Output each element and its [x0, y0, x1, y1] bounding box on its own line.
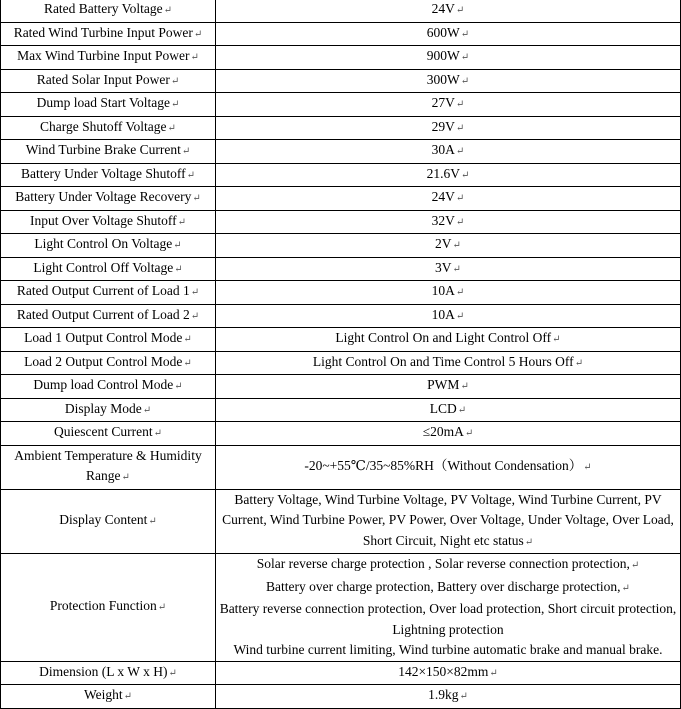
row-label: Rated Output Current of Load 1: [16, 283, 190, 298]
paragraph-mark-icon: ↵: [177, 216, 186, 228]
row-label: Wind Turbine Brake Current: [25, 142, 181, 157]
row-label-cell: [1, 257, 216, 281]
row-label-cell: [1, 445, 216, 489]
row-value-cell: [216, 46, 681, 70]
paragraph-mark-icon: ↵: [168, 667, 177, 679]
row-value: 24V: [431, 189, 455, 204]
row-label: Load 1 Output Control Mode: [24, 330, 183, 345]
paragraph-mark-icon: ↵: [452, 263, 461, 275]
paragraph-mark-icon: ↵: [460, 75, 470, 87]
row-value-cell: [216, 422, 681, 446]
paragraph-mark-icon: ↵: [489, 667, 498, 679]
row-label: Quiescent Current: [54, 424, 153, 439]
table-row: [1, 210, 681, 234]
table-row: [1, 685, 681, 709]
row-value-cell: [216, 328, 681, 352]
row-value: Battery Voltage, Wind Turbine Voltage, PV Voltage, Wind Turbine Current, PV Current, Wind Turbine Power, PV Power, Over Voltage, Under Voltage, Over Load, Short Circuit, Night etc status: [222, 491, 674, 548]
row-label-cell: [1, 685, 216, 709]
row-label-cell: [1, 187, 216, 211]
row-label: Load 2 Output Control Mode: [24, 353, 183, 369]
row-label: Display Mode: [64, 400, 142, 416]
table-row: [1, 351, 681, 375]
paragraph-mark-icon: ↵: [170, 99, 180, 110]
row-value-cell: [216, 685, 681, 709]
row-label-cell: [1, 281, 216, 305]
row-label: Dimension (L x W x H): [39, 663, 168, 679]
row-label-cell: [1, 0, 216, 22]
paragraph-mark-icon: ↵: [574, 357, 584, 369]
table-row: [1, 304, 681, 328]
paragraph-mark-icon: ↵: [583, 461, 592, 473]
row-value: 1.9kg: [428, 687, 459, 702]
row-value-cell: [216, 257, 681, 281]
paragraph-mark-icon: ↵: [173, 240, 182, 251]
paragraph-mark-icon: ↵: [183, 334, 192, 345]
paragraph-mark-icon: ↵: [459, 691, 468, 702]
row-label-cell: [1, 375, 216, 399]
row-value: Battery over charge protection, Battery over discharge protection,: [266, 578, 621, 594]
paragraph-mark-icon: ↵: [163, 5, 173, 16]
paragraph-mark-icon: ↵: [552, 334, 561, 345]
row-label-cell: [1, 210, 216, 234]
row-label: Rated Wind Turbine Input Power: [13, 24, 193, 40]
paragraph-mark-icon: ↵: [170, 75, 180, 87]
row-value: Light Control On and Time Control 5 Hours Off: [312, 353, 574, 369]
paragraph-mark-icon: ↵: [455, 99, 465, 110]
paragraph-mark-icon: ↵: [123, 691, 133, 702]
row-label: Battery Under Voltage Shutoff: [21, 165, 186, 181]
spec-table-body: [1, 0, 681, 708]
paragraph-mark-icon: ↵: [455, 193, 465, 204]
row-label: Light Control On Voltage: [34, 236, 173, 251]
row-value-cell: [216, 0, 681, 22]
row-value-cell: [216, 281, 681, 305]
row-value-cell: [216, 398, 681, 422]
table-row: [1, 69, 681, 93]
row-label: Rated Solar Input Power: [36, 71, 170, 87]
row-value-cell: [216, 22, 681, 46]
paragraph-mark-icon: ↵: [455, 122, 465, 134]
row-value-cell: [216, 375, 681, 399]
row-label-cell: [1, 398, 216, 422]
table-row: [1, 375, 681, 399]
paragraph-mark-icon: ↵: [148, 516, 157, 527]
value-line: [219, 554, 677, 577]
row-label-cell: [1, 304, 216, 328]
value-line: [219, 640, 677, 661]
paragraph-mark-icon: ↵: [153, 428, 162, 439]
table-row: [1, 281, 681, 305]
paragraph-mark-icon: ↵: [190, 310, 200, 322]
row-value: 29V: [431, 118, 455, 134]
paragraph-mark-icon: ↵: [460, 52, 470, 63]
row-value-cell: [216, 140, 681, 164]
paragraph-mark-icon: ↵: [174, 263, 183, 275]
row-value: 10A: [431, 283, 455, 298]
row-value: 10A: [431, 306, 455, 322]
paragraph-mark-icon: ↵: [457, 404, 467, 416]
value-line: [219, 577, 677, 600]
row-label: Protection Function: [49, 598, 157, 613]
row-label: Weight: [83, 687, 123, 702]
paragraph-mark-icon: ↵: [121, 472, 130, 483]
table-row: [1, 22, 681, 46]
row-value: 900W: [426, 48, 460, 63]
table-row: [1, 328, 681, 352]
row-value: 600W: [426, 24, 460, 40]
table-row: [1, 0, 681, 22]
paragraph-mark-icon: ↵: [181, 146, 191, 157]
row-label: Battery Under Voltage Recovery: [15, 189, 192, 204]
row-value: Wind turbine current limiting, Wind turbine automatic brake and manual brake.: [233, 642, 663, 657]
row-label-cell: [1, 46, 216, 70]
row-value-cell: [216, 304, 681, 328]
table-row: [1, 116, 681, 140]
paragraph-mark-icon: ↵: [464, 428, 474, 439]
paragraph-mark-icon: ↵: [455, 146, 465, 157]
row-value-cell: [216, 351, 681, 375]
row-value-cell: [216, 69, 681, 93]
paragraph-mark-icon: ↵: [455, 216, 465, 228]
row-value-cell: [216, 234, 681, 258]
row-value-cell: [216, 554, 681, 662]
table-row: [1, 554, 681, 662]
row-label-cell: [1, 140, 216, 164]
row-value-cell: [216, 93, 681, 117]
row-value: 32V: [431, 212, 455, 228]
row-value: LCD: [429, 400, 457, 416]
row-value-cell: [216, 163, 681, 187]
paragraph-mark-icon: ↵: [190, 52, 199, 63]
table-row: [1, 398, 681, 422]
row-value-cell: [216, 661, 681, 685]
row-label: Charge Shutoff Voltage: [40, 118, 167, 134]
row-label: Dump load Start Voltage: [36, 95, 170, 110]
row-value-cell: [216, 116, 681, 140]
row-value: 27V: [431, 95, 455, 110]
paragraph-mark-icon: ↵: [524, 536, 534, 548]
paragraph-mark-icon: ↵: [190, 287, 200, 298]
paragraph-mark-icon: ↵: [621, 582, 630, 594]
row-value: PWM: [427, 377, 460, 392]
paragraph-mark-icon: ↵: [455, 5, 465, 16]
paragraph-mark-icon: ↵: [460, 28, 470, 40]
paragraph-mark-icon: ↵: [167, 122, 176, 134]
row-value: 142×150×82mm: [398, 663, 489, 679]
row-value: Battery reverse connection protection, Over load protection, Short circuit protection, Lightning protection: [219, 601, 677, 637]
paragraph-mark-icon: ↵: [193, 28, 203, 40]
row-label-cell: [1, 22, 216, 46]
table-row: [1, 187, 681, 211]
row-value-cell: [216, 445, 681, 489]
row-label-cell: [1, 69, 216, 93]
row-label: Dump load Control Mode: [33, 377, 174, 392]
row-label-cell: [1, 93, 216, 117]
table-row: [1, 445, 681, 489]
value-line: [219, 599, 677, 640]
row-value-cell: [216, 210, 681, 234]
table-row: [1, 422, 681, 446]
paragraph-mark-icon: ↵: [455, 287, 465, 298]
table-row: [1, 661, 681, 685]
row-value-cell: [216, 187, 681, 211]
table-row: [1, 234, 681, 258]
table-row: [1, 489, 681, 554]
paragraph-mark-icon: ↵: [630, 560, 640, 571]
paragraph-mark-icon: ↵: [183, 357, 192, 369]
row-label-cell: [1, 328, 216, 352]
row-label-cell: [1, 163, 216, 187]
row-value: -20~+55℃/35~85%RH（Without Condensation）: [304, 457, 583, 473]
row-value: 21.6V: [426, 165, 460, 181]
paragraph-mark-icon: ↵: [455, 310, 465, 322]
row-label-cell: [1, 489, 216, 554]
row-label: Light Control Off Voltage: [33, 259, 174, 275]
paragraph-mark-icon: ↵: [460, 169, 470, 181]
row-value: ≤20mA: [422, 424, 464, 439]
paragraph-mark-icon: ↵: [142, 404, 152, 416]
paragraph-mark-icon: ↵: [174, 381, 183, 392]
row-label-cell: [1, 554, 216, 662]
paragraph-mark-icon: ↵: [192, 193, 201, 204]
row-value-cell: [216, 489, 681, 554]
table-row: [1, 46, 681, 70]
row-label-cell: [1, 351, 216, 375]
row-label-cell: [1, 422, 216, 446]
paragraph-mark-icon: ↵: [452, 240, 461, 251]
paragraph-mark-icon: ↵: [157, 602, 167, 613]
row-label-cell: [1, 116, 216, 140]
row-value: Light Control On and Light Control Off: [335, 330, 552, 345]
row-label: Rated Battery Voltage: [43, 1, 163, 16]
row-label: Max Wind Turbine Input Power: [17, 48, 190, 63]
table-row: [1, 93, 681, 117]
table-row: [1, 257, 681, 281]
row-value: 2V: [435, 236, 452, 251]
row-value: 3V: [435, 259, 452, 275]
table-row: [1, 163, 681, 187]
row-label: Rated Output Current of Load 2: [16, 306, 190, 322]
table-row: [1, 140, 681, 164]
row-label-cell: [1, 661, 216, 685]
paragraph-mark-icon: ↵: [186, 169, 195, 181]
row-value: 300W: [426, 71, 460, 87]
row-label-cell: [1, 234, 216, 258]
row-value: 30A: [431, 142, 455, 157]
paragraph-mark-icon: ↵: [460, 381, 469, 392]
row-label: Input Over Voltage Shutoff: [29, 212, 177, 228]
row-value: Solar reverse charge protection , Solar reverse connection protection,: [256, 556, 630, 571]
row-label: Ambient Temperature & Humidity Range: [14, 447, 202, 483]
row-value: 24V: [431, 1, 455, 16]
row-label: Display Content: [59, 512, 148, 527]
